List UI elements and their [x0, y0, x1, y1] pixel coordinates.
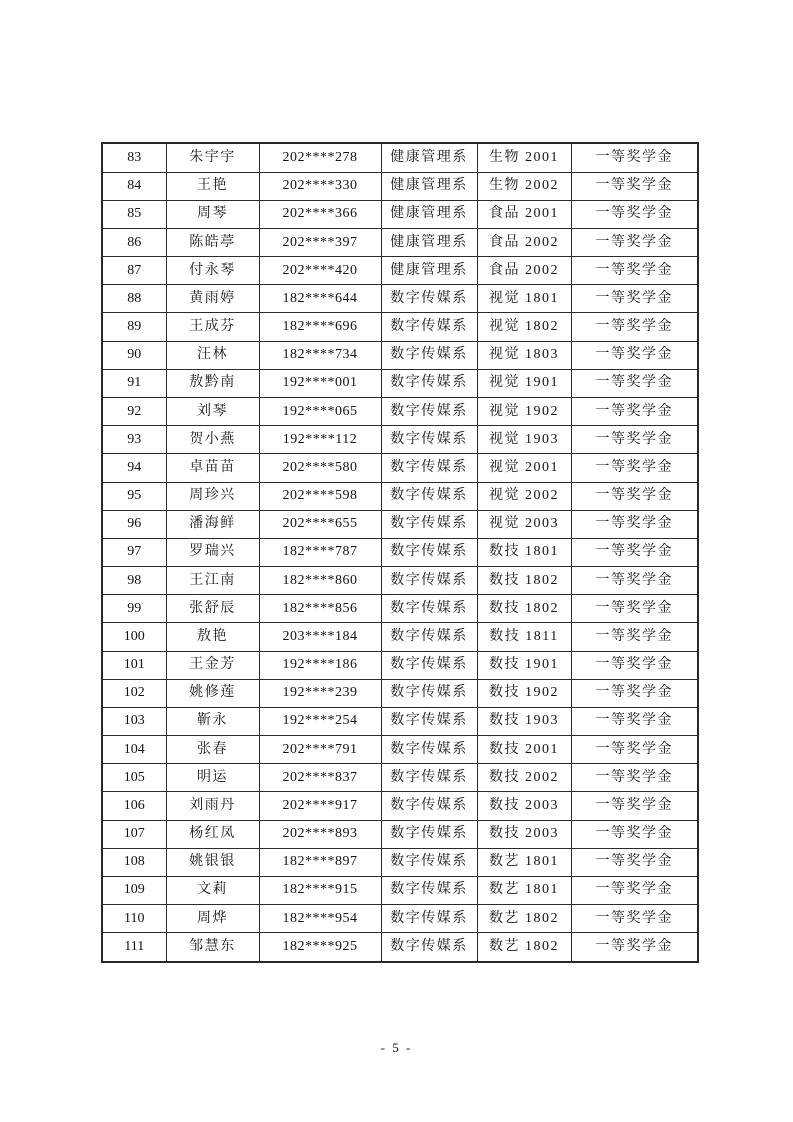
- cell-class: 数技 1901: [477, 651, 571, 679]
- cell-class: 视觉 1803: [477, 341, 571, 369]
- table-row: [102, 736, 698, 764]
- cell-class: 数技 2001: [477, 736, 571, 764]
- cell-department: 数字传媒系: [381, 510, 477, 538]
- cell-class: 视觉 1902: [477, 397, 571, 425]
- cell-department: 数字传媒系: [381, 707, 477, 735]
- cell-award: 一等奖学金: [571, 736, 698, 764]
- cell-student-id: 202****791: [259, 736, 381, 764]
- cell-class: 视觉 1903: [477, 426, 571, 454]
- cell-award: 一等奖学金: [571, 933, 698, 962]
- cell-award: 一等奖学金: [571, 876, 698, 904]
- cell-class: 食品 2001: [477, 200, 571, 228]
- cell-student-id: 182****915: [259, 876, 381, 904]
- cell-student-name: 王江南: [166, 567, 259, 595]
- cell-department: 数字传媒系: [381, 876, 477, 904]
- cell-student-name: 敖艳: [166, 623, 259, 651]
- cell-award: 一等奖学金: [571, 341, 698, 369]
- table-row: [102, 792, 698, 820]
- table-row: [102, 707, 698, 735]
- cell-row-number: 93: [102, 426, 166, 454]
- cell-award: 一等奖学金: [571, 595, 698, 623]
- cell-award: 一等奖学金: [571, 482, 698, 510]
- cell-student-name: 文莉: [166, 876, 259, 904]
- cell-department: 数字传媒系: [381, 397, 477, 425]
- cell-student-name: 敖黔南: [166, 369, 259, 397]
- cell-student-id: 192****254: [259, 707, 381, 735]
- cell-class: 视觉 1901: [477, 369, 571, 397]
- cell-row-number: 83: [102, 143, 166, 172]
- cell-row-number: 84: [102, 172, 166, 200]
- table-row: [102, 454, 698, 482]
- cell-department: 数字传媒系: [381, 454, 477, 482]
- cell-row-number: 100: [102, 623, 166, 651]
- table-row: [102, 341, 698, 369]
- cell-student-name: 王艳: [166, 172, 259, 200]
- cell-student-id: 192****001: [259, 369, 381, 397]
- cell-student-name: 汪林: [166, 341, 259, 369]
- cell-award: 一等奖学金: [571, 257, 698, 285]
- table-row: [102, 313, 698, 341]
- cell-student-id: 202****420: [259, 257, 381, 285]
- cell-student-id: 192****065: [259, 397, 381, 425]
- cell-award: 一等奖学金: [571, 623, 698, 651]
- table-row: [102, 651, 698, 679]
- cell-student-name: 王金芳: [166, 651, 259, 679]
- table-row: [102, 510, 698, 538]
- cell-row-number: 103: [102, 707, 166, 735]
- cell-row-number: 108: [102, 848, 166, 876]
- table-row: [102, 623, 698, 651]
- cell-student-id: 192****239: [259, 679, 381, 707]
- table-row: [102, 285, 698, 313]
- cell-student-name: 姚银银: [166, 848, 259, 876]
- cell-student-id: 202****580: [259, 454, 381, 482]
- cell-student-name: 黄雨婷: [166, 285, 259, 313]
- cell-class: 数技 1802: [477, 567, 571, 595]
- cell-student-name: 周珍兴: [166, 482, 259, 510]
- cell-row-number: 94: [102, 454, 166, 482]
- table-row: [102, 876, 698, 904]
- cell-class: 数技 1902: [477, 679, 571, 707]
- cell-department: 数字传媒系: [381, 538, 477, 566]
- cell-department: 数字传媒系: [381, 736, 477, 764]
- cell-award: 一等奖学金: [571, 313, 698, 341]
- cell-class: 数艺 1802: [477, 933, 571, 962]
- cell-row-number: 96: [102, 510, 166, 538]
- scholarship-table: [101, 142, 699, 963]
- cell-award: 一等奖学金: [571, 764, 698, 792]
- cell-student-id: 202****598: [259, 482, 381, 510]
- cell-student-name: 姚修莲: [166, 679, 259, 707]
- table-row: [102, 538, 698, 566]
- cell-student-id: 182****696: [259, 313, 381, 341]
- cell-class: 视觉 1801: [477, 285, 571, 313]
- cell-award: 一等奖学金: [571, 143, 698, 172]
- cell-department: 数字传媒系: [381, 482, 477, 510]
- cell-student-id: 182****860: [259, 567, 381, 595]
- cell-class: 数技 1802: [477, 595, 571, 623]
- cell-department: 数字传媒系: [381, 313, 477, 341]
- cell-department: 数字传媒系: [381, 341, 477, 369]
- cell-row-number: 102: [102, 679, 166, 707]
- cell-student-id: 202****278: [259, 143, 381, 172]
- cell-row-number: 88: [102, 285, 166, 313]
- cell-row-number: 95: [102, 482, 166, 510]
- cell-class: 数艺 1802: [477, 905, 571, 933]
- cell-class: 数技 2003: [477, 792, 571, 820]
- cell-class: 数技 1903: [477, 707, 571, 735]
- cell-student-id: 202****917: [259, 792, 381, 820]
- cell-student-id: 192****186: [259, 651, 381, 679]
- cell-student-name: 周琴: [166, 200, 259, 228]
- cell-student-name: 靳永: [166, 707, 259, 735]
- cell-award: 一等奖学金: [571, 510, 698, 538]
- cell-row-number: 92: [102, 397, 166, 425]
- cell-student-id: 182****897: [259, 848, 381, 876]
- cell-student-id: 203****184: [259, 623, 381, 651]
- cell-class: 生物 2001: [477, 143, 571, 172]
- cell-student-id: 182****787: [259, 538, 381, 566]
- cell-department: 健康管理系: [381, 143, 477, 172]
- cell-award: 一等奖学金: [571, 454, 698, 482]
- cell-row-number: 104: [102, 736, 166, 764]
- cell-row-number: 105: [102, 764, 166, 792]
- cell-department: 健康管理系: [381, 228, 477, 256]
- table-row: [102, 933, 698, 962]
- cell-award: 一等奖学金: [571, 707, 698, 735]
- table-row: [102, 679, 698, 707]
- cell-award: 一等奖学金: [571, 172, 698, 200]
- cell-department: 数字传媒系: [381, 905, 477, 933]
- cell-department: 数字传媒系: [381, 764, 477, 792]
- cell-class: 视觉 2003: [477, 510, 571, 538]
- cell-department: 数字传媒系: [381, 848, 477, 876]
- cell-row-number: 85: [102, 200, 166, 228]
- table-row: [102, 369, 698, 397]
- cell-row-number: 106: [102, 792, 166, 820]
- cell-student-id: 182****925: [259, 933, 381, 962]
- cell-class: 数技 1811: [477, 623, 571, 651]
- cell-award: 一等奖学金: [571, 651, 698, 679]
- cell-class: 生物 2002: [477, 172, 571, 200]
- table-row: [102, 567, 698, 595]
- table-row: [102, 426, 698, 454]
- cell-department: 数字传媒系: [381, 369, 477, 397]
- cell-student-name: 陈皓葶: [166, 228, 259, 256]
- cell-department: 数字传媒系: [381, 933, 477, 962]
- table-row: [102, 172, 698, 200]
- cell-award: 一等奖学金: [571, 679, 698, 707]
- cell-student-id: 202****397: [259, 228, 381, 256]
- cell-department: 健康管理系: [381, 172, 477, 200]
- cell-student-name: 周烨: [166, 905, 259, 933]
- cell-award: 一等奖学金: [571, 228, 698, 256]
- cell-student-name: 付永琴: [166, 257, 259, 285]
- cell-student-name: 明运: [166, 764, 259, 792]
- cell-class: 数技 1801: [477, 538, 571, 566]
- cell-class: 视觉 2002: [477, 482, 571, 510]
- cell-class: 数技 2002: [477, 764, 571, 792]
- cell-department: 数字传媒系: [381, 567, 477, 595]
- table-row: [102, 764, 698, 792]
- cell-student-id: 182****644: [259, 285, 381, 313]
- cell-student-id: 202****366: [259, 200, 381, 228]
- cell-department: 数字传媒系: [381, 679, 477, 707]
- cell-class: 视觉 2001: [477, 454, 571, 482]
- cell-student-name: 潘海鲜: [166, 510, 259, 538]
- cell-row-number: 89: [102, 313, 166, 341]
- cell-student-id: 182****856: [259, 595, 381, 623]
- cell-award: 一等奖学金: [571, 905, 698, 933]
- cell-student-id: 202****330: [259, 172, 381, 200]
- cell-department: 健康管理系: [381, 257, 477, 285]
- table-row: [102, 143, 698, 172]
- cell-department: 数字传媒系: [381, 426, 477, 454]
- cell-department: 数字传媒系: [381, 820, 477, 848]
- table-row: [102, 482, 698, 510]
- cell-award: 一等奖学金: [571, 538, 698, 566]
- cell-student-id: 182****954: [259, 905, 381, 933]
- table-row: [102, 848, 698, 876]
- cell-row-number: 86: [102, 228, 166, 256]
- table-row: [102, 200, 698, 228]
- page-number: - 5 -: [380, 1040, 413, 1055]
- cell-award: 一等奖学金: [571, 792, 698, 820]
- cell-department: 数字传媒系: [381, 623, 477, 651]
- table-row: [102, 228, 698, 256]
- cell-student-id: 202****655: [259, 510, 381, 538]
- table-row: [102, 257, 698, 285]
- cell-award: 一等奖学金: [571, 200, 698, 228]
- cell-award: 一等奖学金: [571, 285, 698, 313]
- cell-row-number: 109: [102, 876, 166, 904]
- cell-row-number: 111: [102, 933, 166, 962]
- cell-student-id: 202****893: [259, 820, 381, 848]
- cell-class: 数技 2003: [477, 820, 571, 848]
- cell-row-number: 98: [102, 567, 166, 595]
- cell-award: 一等奖学金: [571, 426, 698, 454]
- cell-student-name: 贺小燕: [166, 426, 259, 454]
- cell-student-id: 192****112: [259, 426, 381, 454]
- cell-student-name: 王成芬: [166, 313, 259, 341]
- cell-row-number: 91: [102, 369, 166, 397]
- cell-class: 食品 2002: [477, 228, 571, 256]
- table-row: [102, 595, 698, 623]
- cell-department: 健康管理系: [381, 200, 477, 228]
- cell-award: 一等奖学金: [571, 848, 698, 876]
- cell-row-number: 97: [102, 538, 166, 566]
- table-row: [102, 905, 698, 933]
- cell-row-number: 110: [102, 905, 166, 933]
- cell-award: 一等奖学金: [571, 397, 698, 425]
- cell-department: 数字传媒系: [381, 651, 477, 679]
- cell-student-name: 卓苗苗: [166, 454, 259, 482]
- cell-award: 一等奖学金: [571, 369, 698, 397]
- cell-row-number: 101: [102, 651, 166, 679]
- table-row: [102, 397, 698, 425]
- cell-department: 数字传媒系: [381, 595, 477, 623]
- cell-class: 数艺 1801: [477, 876, 571, 904]
- cell-student-name: 罗瑞兴: [166, 538, 259, 566]
- cell-award: 一等奖学金: [571, 567, 698, 595]
- cell-row-number: 99: [102, 595, 166, 623]
- cell-class: 视觉 1802: [477, 313, 571, 341]
- table-row: [102, 820, 698, 848]
- cell-student-name: 刘雨丹: [166, 792, 259, 820]
- cell-award: 一等奖学金: [571, 820, 698, 848]
- cell-department: 数字传媒系: [381, 285, 477, 313]
- cell-student-name: 张春: [166, 736, 259, 764]
- cell-student-name: 杨红凤: [166, 820, 259, 848]
- cell-student-name: 张舒辰: [166, 595, 259, 623]
- cell-student-id: 182****734: [259, 341, 381, 369]
- scholarship-table-body: [102, 143, 698, 962]
- cell-student-id: 202****837: [259, 764, 381, 792]
- cell-student-name: 刘琴: [166, 397, 259, 425]
- cell-row-number: 87: [102, 257, 166, 285]
- cell-student-name: 邹慧东: [166, 933, 259, 962]
- cell-class: 食品 2002: [477, 257, 571, 285]
- cell-row-number: 90: [102, 341, 166, 369]
- cell-class: 数艺 1801: [477, 848, 571, 876]
- cell-row-number: 107: [102, 820, 166, 848]
- cell-student-name: 朱宇宇: [166, 143, 259, 172]
- cell-department: 数字传媒系: [381, 792, 477, 820]
